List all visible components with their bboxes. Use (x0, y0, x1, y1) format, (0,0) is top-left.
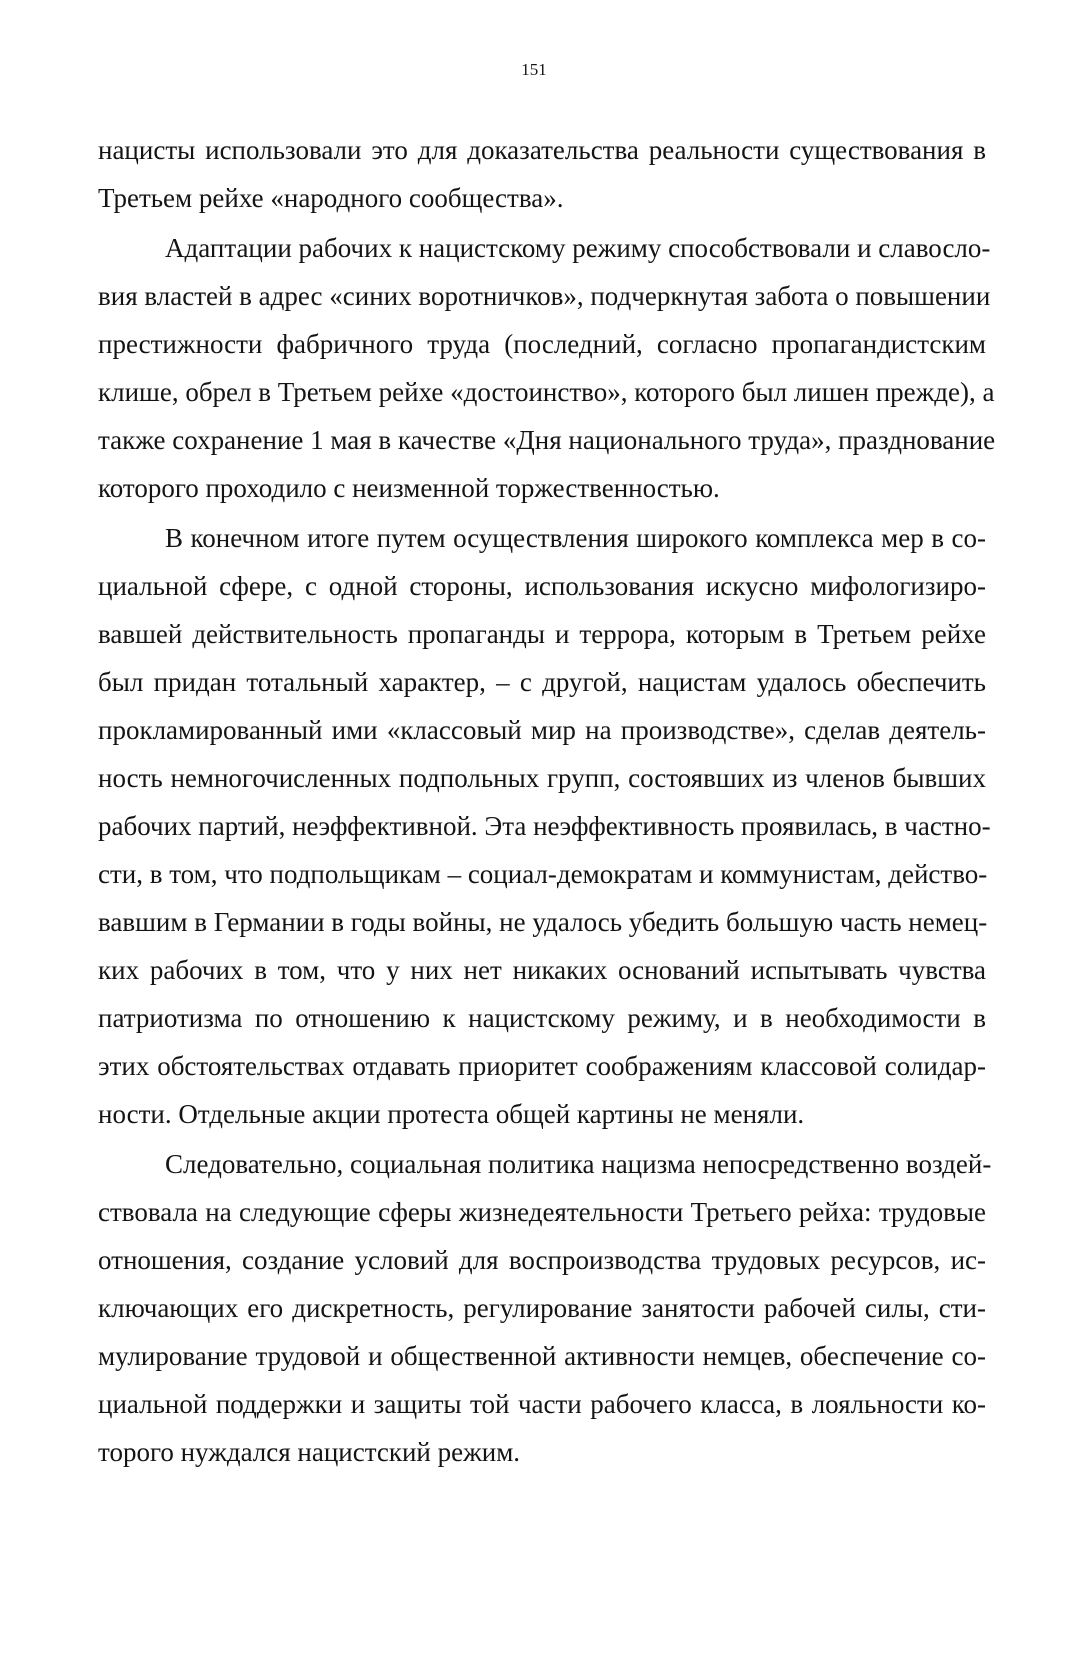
text-line: прокламированный ими «классовый мир на производстве», сделав деятель- (98, 715, 986, 745)
text-line: престижности фабричного труда (последний, согласно пропагандистским (98, 329, 986, 359)
text-line: которого проходило с неизменной торжественностью. (98, 473, 720, 503)
text-line: В конечном итоге путем осуществления широкого комплекса мер в со- (165, 523, 986, 553)
text-line: был придан тотальный характер, – с другой, нацистам удалось обеспечить (98, 667, 986, 697)
text-line: рабочих партий, неэффективной. Эта неэффективность проявилась, в частно- (98, 811, 991, 841)
text-line: ких рабочих в том, что у них нет никаких оснований испытывать чувства (98, 955, 986, 985)
text-line: торого нуждался нацистский режим. (98, 1437, 521, 1467)
text-line: ности. Отдельные акции протеста общей картины не меняли. (98, 1099, 805, 1129)
text-line: ключающих его дискретность, регулирование занятости рабочей силы, сти- (98, 1293, 986, 1323)
text-line: нацисты использовали это для доказательства реальности существования в (98, 135, 986, 165)
text-line: циальной сфере, с одной стороны, использования искусно мифологизиро- (98, 571, 986, 601)
text-line: вия властей в адрес «синих воротничков», подчеркнутая забота о повышении (98, 281, 991, 311)
paragraph-2 (98, 224, 996, 512)
text-line: ность немногочисленных подпольных групп, состоявших из членов бывших (98, 763, 986, 793)
text-line: патриотизма по отношению к нацистскому режиму, и в необходимости в (98, 1003, 986, 1033)
text-line: сти, в том, что подпольщикам – социал-демократам и коммунистам, действо- (98, 859, 988, 889)
paragraph-4 (98, 1140, 992, 1476)
text-line: Следовательно, социальная политика нацизма непосредственно воздей- (165, 1149, 992, 1179)
page-number: 151 (521, 60, 547, 79)
text-line: вавшей действительность пропаганды и террора, которым в Третьем рейхе (98, 619, 986, 649)
body-text (98, 126, 996, 1478)
text-line: также сохранение 1 мая в качестве «Дня национального труда», празднование (98, 425, 996, 455)
text-line: ствовала на следующие сферы жизнедеятельности Третьего рейха: трудовые (98, 1197, 986, 1227)
paragraph-3 (98, 514, 991, 1138)
text-line: отношения, создание условий для воспроизводства трудовых ресурсов, ис- (98, 1245, 986, 1275)
text-line: Третьем рейхе «народного сообщества». (98, 183, 564, 213)
text-line: Адаптации рабочих к нацистскому режиму способствовали и славосло- (165, 233, 991, 263)
paragraph-1 (98, 126, 986, 222)
text-line: этих обстоятельствах отдавать приоритет соображениям классовой солидар- (98, 1051, 986, 1081)
text-line: клише, обрел в Третьем рейхе «достоинство», которого был лишен прежде), а (98, 377, 995, 407)
text-line: мулирование трудовой и общественной активности немцев, обеспечение со- (98, 1341, 986, 1371)
text-line: вавшим в Германии в годы войны, не удалось убедить большую часть немец- (98, 907, 988, 937)
text-line: циальной поддержки и защиты той части рабочего класса, в лояльности ко- (98, 1389, 986, 1419)
